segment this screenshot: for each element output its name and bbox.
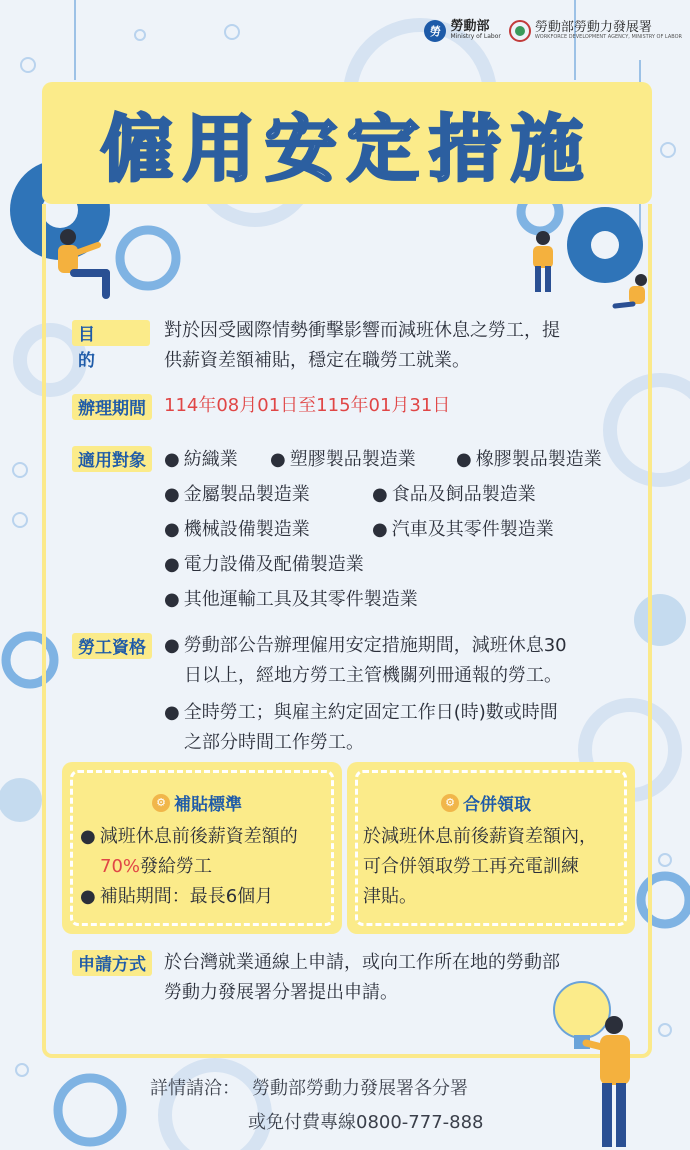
period-value: 114年08月01日至115年01月31日 — [164, 395, 451, 416]
worker-holding-gear-illustration — [525, 228, 561, 294]
target-item-plastic: ● 塑膠製品製造業 — [270, 445, 416, 475]
worker-climbing-illustration — [605, 270, 655, 320]
purpose-line-1: 對於因受國際情勢衝擊影響而減班休息之勞工，提 — [164, 320, 560, 341]
ministry-of-labor-logo — [424, 20, 500, 42]
subsidy-percent: 70% — [100, 856, 141, 877]
gear-icon: ⚙ — [441, 794, 459, 812]
subsidy-item1-line2: 發給勞工 — [140, 856, 213, 877]
combined-title — [441, 790, 531, 815]
footer-contact-label: 詳情請洽： — [150, 1078, 240, 1099]
apply-line-1: 於台灣就業通線上申請，或向工作所在地的勞動部 — [164, 952, 560, 973]
target-item-rubber: ● 橡膠製品製造業 — [456, 445, 602, 475]
combined-title-text: 合併領取 — [463, 795, 531, 815]
header-logos — [424, 20, 682, 42]
title-banner — [42, 82, 652, 204]
target-item-auto: ● 汽車及其零件製造業 — [372, 515, 554, 545]
target-label: 適用對象 — [72, 446, 152, 472]
left-pole — [42, 204, 46, 264]
target-item-food: ● 食品及飼品製造業 — [372, 480, 536, 510]
wda-english-name: WORKFORCE DEVELOPMENT AGENCY, MINISTRY OF LABOR — [534, 34, 682, 40]
wda-logo — [509, 20, 682, 42]
target-item-textile: ● 紡織業 — [164, 445, 238, 475]
target-item-electric: ● 電力設備及配備製造業 — [164, 550, 364, 580]
apply-line-2: 勞動力發展署分署提出申請。 — [164, 982, 398, 1003]
subsidy-title — [152, 790, 242, 815]
worker-sitting-illustration — [50, 225, 120, 305]
combined-line-1: 於減班休息前後薪資差額內， — [363, 826, 597, 847]
combined-line-3: 津貼。 — [363, 886, 417, 907]
mol-english-name: Ministry of Labor — [450, 33, 501, 40]
wda-emblem-icon — [509, 20, 531, 42]
combined-box — [347, 762, 635, 934]
mol-name: 勞動部 — [450, 19, 490, 34]
gear-icon: ⚙ — [152, 794, 170, 812]
target-item-machinery: ● 機械設備製造業 — [164, 515, 310, 545]
qualification-item1-line2: 日以上，經地方勞工主管機關列冊通報的勞工。 — [184, 665, 562, 686]
qualification-label: 勞工資格 — [72, 633, 152, 659]
qualification-item2-line2: 之部分時間工作勞工。 — [184, 732, 364, 753]
right-pole — [648, 204, 652, 264]
worker-lightbulb-illustration — [552, 975, 642, 1150]
target-item-metal: ● 金屬製品製造業 — [164, 480, 310, 510]
footer-hotline: 或免付費專線0800-777-888 — [248, 1112, 484, 1133]
purpose-line-2: 供薪資差額補貼，穩定在職勞工就業。 — [164, 350, 470, 371]
footer-contact — [150, 1074, 468, 1100]
target-item-transport: ● 其他運輸工具及其零件製造業 — [164, 585, 418, 615]
wda-name: 勞動部勞動力發展署 — [534, 20, 652, 35]
subsidy-item2: ● 補貼期間：最長6個月 — [80, 882, 273, 912]
purpose-label: 目 的 — [72, 320, 150, 346]
subsidy-title-text: 補貼標準 — [174, 795, 242, 815]
footer-contact-value: 勞動部勞動力發展署各分署 — [252, 1078, 468, 1099]
qualification-item2-line1: ● 全時勞工；與雇主約定固定工作日(時)數或時間 — [164, 698, 558, 728]
period-label: 辦理期間 — [72, 394, 152, 420]
apply-label: 申請方式 — [72, 950, 152, 976]
mol-emblem-icon: 勞 — [424, 20, 446, 42]
qualification-item1-line1: ● 勞動部公告辦理僱用安定措施期間，減班休息30 — [164, 631, 567, 661]
subsidy-item1-line2-wrap — [100, 852, 212, 882]
page-title: 僱用安定措施 — [100, 107, 593, 191]
subsidy-box — [62, 762, 342, 934]
subsidy-item1-line1: ● 減班休息前後薪資差額的 — [80, 822, 298, 852]
combined-line-2: 可合併領取勞工再充電訓練 — [363, 856, 579, 877]
